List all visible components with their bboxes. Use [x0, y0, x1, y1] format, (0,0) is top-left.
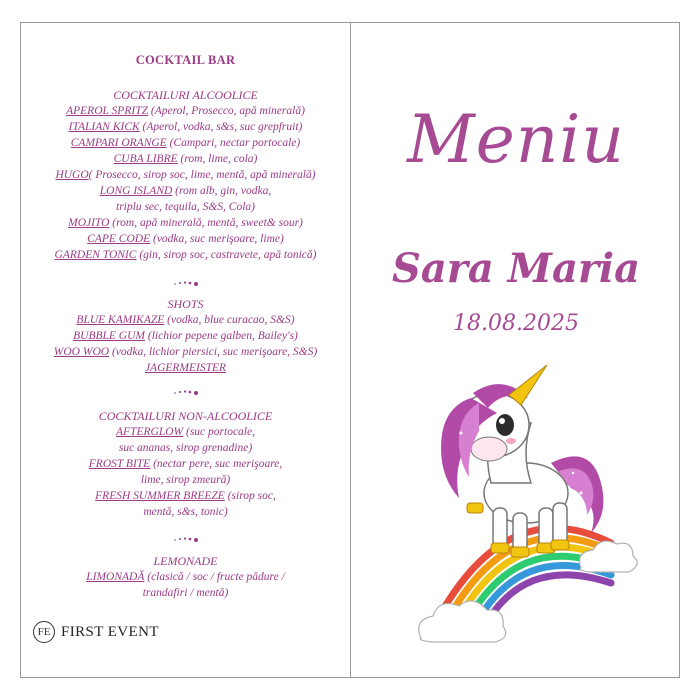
- menu-item-name: HUGO: [55, 169, 89, 181]
- menu-item-description: (Aperol, Prosecco, apă minerală): [147, 105, 305, 117]
- menu-item: [21, 231, 350, 247]
- drinks-panel: [21, 23, 350, 677]
- menu-card: [20, 22, 680, 678]
- menu-item-description: (vodka, blue curacao, S&S): [164, 314, 295, 326]
- child-name: Sara Maria: [391, 245, 641, 292]
- divider-dots-icon: [171, 535, 201, 543]
- menu-item: [21, 199, 350, 215]
- menu-item: [21, 328, 350, 344]
- menu-item-name: CUBA LIBRE: [113, 153, 178, 165]
- menu-item-description: lime, sirop zmeură): [140, 474, 231, 486]
- menu-item: [21, 167, 350, 183]
- menu-item: [21, 488, 350, 504]
- menu-item-name: ITALIAN KICK: [68, 121, 140, 133]
- logo-text: FIRST EVENT: [61, 623, 159, 640]
- menu-item-description: (vodka, suc merişoare, lime): [150, 233, 284, 245]
- menu-item-description: triplu sec, tequila, S&S, Cola): [116, 201, 255, 213]
- menu-item-description: (rom alb, gin, vodka,: [172, 185, 272, 197]
- menu-item-name: AFTERGLOW: [116, 426, 184, 438]
- menu-item-name: LONG ISLAND: [99, 185, 173, 197]
- menu-item: [21, 119, 350, 135]
- menu-item: [21, 247, 350, 263]
- menu-item-name: CAMPARI ORANGE: [70, 137, 167, 149]
- menu-item-description: (suc portocale,: [183, 426, 255, 438]
- menu-title: Meniu: [407, 101, 625, 178]
- menu-item-description: mentă, s&s, tonic): [143, 506, 228, 518]
- menu-item-description: ( Prosecco, sirop soc, lime, mentă, apă minerală): [88, 169, 316, 181]
- menu-item: [21, 360, 350, 376]
- menu-item-description: (lichior pepene galben, Bailey's): [145, 330, 298, 342]
- cover-panel: [351, 23, 681, 677]
- menu-item-description: (Campari, nectar portocale): [166, 137, 301, 149]
- menu-item: [21, 215, 350, 231]
- menu-item-description: (vodka, lichior piersici, suc merişoare, S&S): [109, 346, 318, 358]
- menu-item: [21, 344, 350, 360]
- menu-item: [21, 135, 350, 151]
- menu-item-name: WOO WOO: [53, 346, 110, 358]
- menu-item-name: FROST BITE: [88, 458, 151, 470]
- menu-item-description: (sirop soc,: [224, 490, 276, 502]
- section-non-alcoholic-cocktails: [21, 408, 350, 520]
- cocktail-bar-title: COCKTAIL BAR: [135, 53, 236, 67]
- menu-item-name: LIMONADĂ: [86, 571, 145, 583]
- menu-item: [21, 456, 350, 472]
- menu-item: [21, 151, 350, 167]
- section-heading: SHOTS: [167, 297, 204, 311]
- menu-item: [21, 103, 350, 119]
- logo-mark-icon: FE: [33, 621, 55, 643]
- menu-item-description: (Aperol, vodka, s&s, suc grepfruit): [139, 121, 303, 133]
- section-heading: COCKTAILURI ALCOOLICE: [113, 88, 258, 102]
- menu-item: [21, 569, 350, 585]
- event-date: 18.08.2025: [453, 311, 579, 336]
- menu-item: [21, 472, 350, 488]
- section-lemonade: [21, 553, 350, 601]
- menu-item-description: (rom, apă minerală, mentă, sweet& sour): [109, 217, 303, 229]
- menu-item: [21, 440, 350, 456]
- menu-item-name: BUBBLE GUM: [73, 330, 145, 342]
- menu-item-name: JAGERMEISTER: [144, 362, 227, 374]
- menu-item-name: CAPE CODE: [87, 233, 151, 245]
- menu-item-description: trandafiri / mentă): [142, 587, 229, 599]
- unicorn-on-rainbow-icon: [401, 353, 641, 653]
- menu-item-description: suc ananas, sirop grenadine): [118, 442, 253, 454]
- section-shots: [21, 296, 350, 376]
- menu-item-description: (nectar pere, suc merişoare,: [150, 458, 283, 470]
- menu-item: [21, 424, 350, 440]
- menu-item-description: (clasică / soc / fructe pădure /: [144, 571, 285, 583]
- section-heading: LEMONADE: [153, 554, 218, 568]
- menu-item-description: (rom, lime, cola): [177, 153, 258, 165]
- menu-item-name: APEROL SPRITZ: [66, 105, 148, 117]
- divider-dots-icon: [171, 279, 201, 287]
- menu-item: [21, 504, 350, 520]
- menu-item-name: MOJITO: [68, 217, 110, 229]
- menu-item-name: BLUE KAMIKAZE: [76, 314, 165, 326]
- divider-dots-icon: [171, 388, 201, 396]
- first-event-logo: [33, 621, 159, 643]
- menu-item-description: (gin, sirop soc, castravete, apă tonică): [136, 249, 317, 261]
- menu-item-name: GARDEN TONIC: [54, 249, 137, 261]
- menu-item: [21, 312, 350, 328]
- section-heading: COCKTAILURI NON-ALCOOLICE: [98, 409, 273, 423]
- menu-item-name: FRESH SUMMER BREEZE: [95, 490, 225, 502]
- menu-item: [21, 585, 350, 601]
- menu-item: [21, 183, 350, 199]
- section-alcoholic-cocktails: [21, 87, 350, 263]
